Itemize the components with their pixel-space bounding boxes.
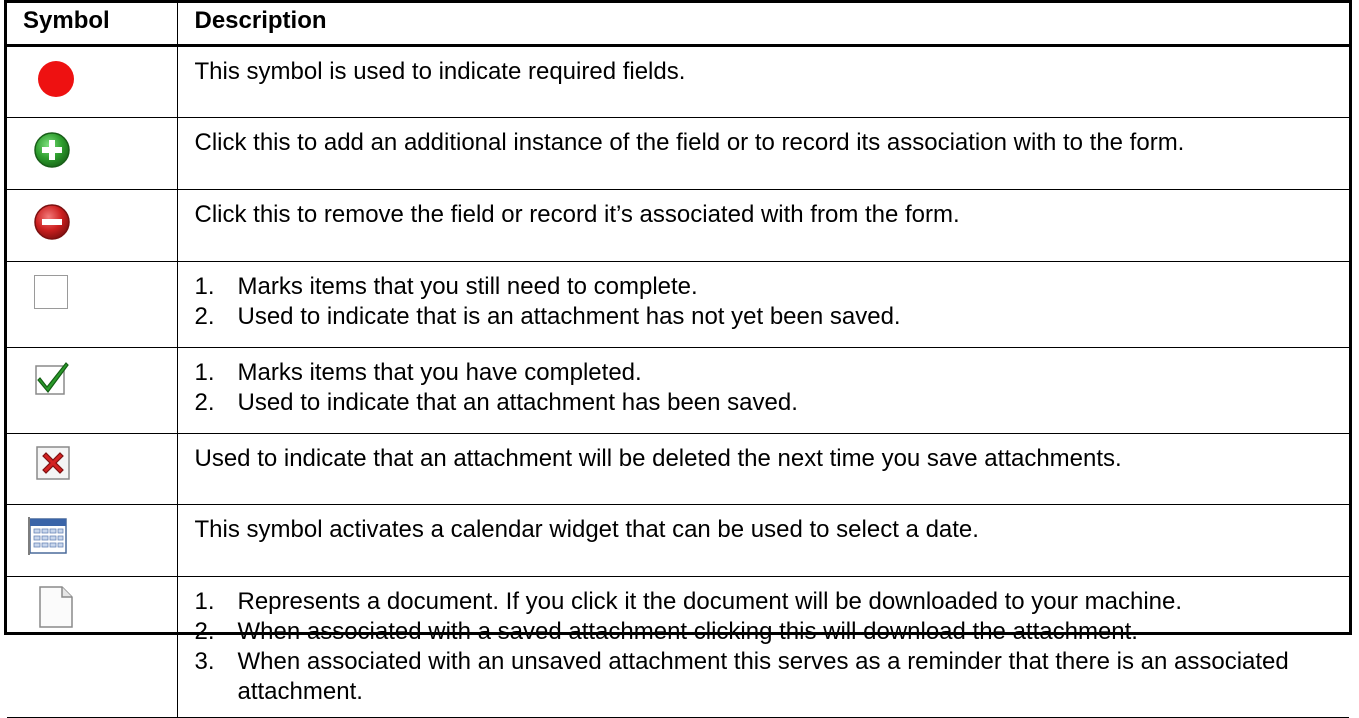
- checked-checkbox-icon: [34, 360, 70, 396]
- table-row: [7, 433, 1349, 504]
- empty-checkbox-icon: [34, 275, 68, 309]
- document-icon: [38, 585, 74, 629]
- symbol-cell: [7, 261, 177, 347]
- delete-x-icon: [34, 444, 72, 482]
- list-item: [195, 647, 1340, 707]
- description-cell: [177, 347, 1349, 433]
- symbol-cell: [7, 576, 177, 717]
- calendar-icon: [28, 517, 68, 555]
- list-number: 2.: [194, 302, 215, 330]
- list-item: [195, 302, 1340, 332]
- list-item: [195, 388, 1340, 418]
- description-cell: [177, 433, 1349, 504]
- description-text: This symbol activates a calendar widget that can be used to select a date.: [194, 515, 979, 543]
- table-row: [7, 117, 1349, 189]
- list-item: [195, 358, 1340, 388]
- table-row: [7, 347, 1349, 433]
- symbol-cell: [7, 347, 177, 433]
- description-column-header: Description: [177, 3, 1349, 45]
- symbol-cell: [7, 189, 177, 261]
- list-number: 2.: [194, 617, 215, 645]
- list-text: Marks items that you have completed.: [237, 358, 642, 386]
- header-row: [7, 3, 1349, 45]
- list-item: [195, 587, 1340, 617]
- description-cell: [177, 504, 1349, 576]
- description-list: [195, 358, 1340, 418]
- table-row: [7, 189, 1349, 261]
- symbol-legend-table: [7, 3, 1349, 718]
- list-text: Used to indicate that is an attachment has not yet been saved.: [237, 302, 901, 330]
- description-cell: [177, 189, 1349, 261]
- table-row: [7, 45, 1349, 117]
- list-number: 1.: [194, 587, 215, 615]
- symbol-cell: [7, 504, 177, 576]
- list-text: Represents a document. If you click it the document will be downloaded to your machine.: [237, 587, 1183, 615]
- list-item: [195, 617, 1340, 647]
- list-text: When associated with a saved attachment clicking this will download the attachment.: [237, 617, 1138, 645]
- list-item: [195, 272, 1340, 302]
- description-text: Click this to add an additional instance of the field or to record its association with to the form.: [194, 128, 1185, 156]
- description-text: This symbol is used to indicate required fields.: [194, 57, 686, 85]
- symbol-legend-table-frame: [4, 0, 1352, 705]
- red-dot-icon: [38, 61, 74, 97]
- description-text: Click this to remove the field or record it’s associated with from the form.: [194, 200, 960, 228]
- description-list: [195, 272, 1340, 332]
- symbol-cell: [7, 117, 177, 189]
- list-number: 1.: [194, 272, 215, 300]
- description-cell: [177, 261, 1349, 347]
- list-text: When associated with an unsaved attachment this serves as a reminder that there is an associated attachment.: [237, 647, 1289, 705]
- list-number: 1.: [194, 358, 215, 386]
- red-minus-icon: [33, 203, 71, 241]
- symbol-column-header: Symbol: [7, 3, 177, 45]
- list-text: Marks items that you still need to complete.: [237, 272, 698, 300]
- symbol-cell: [7, 433, 177, 504]
- list-number: 3.: [194, 647, 215, 675]
- symbol-cell: [7, 45, 177, 117]
- green-plus-icon: [33, 131, 71, 169]
- description-cell: [177, 45, 1349, 117]
- description-text: Used to indicate that an attachment will be deleted the next time you save attachments.: [194, 444, 1122, 472]
- list-text: Used to indicate that an attachment has been saved.: [237, 388, 798, 416]
- description-cell: [177, 576, 1349, 717]
- description-cell: [177, 117, 1349, 189]
- table-row: [7, 261, 1349, 347]
- table-row: [7, 504, 1349, 576]
- description-list: [195, 587, 1340, 707]
- table-row: [7, 576, 1349, 717]
- list-number: 2.: [194, 388, 215, 416]
